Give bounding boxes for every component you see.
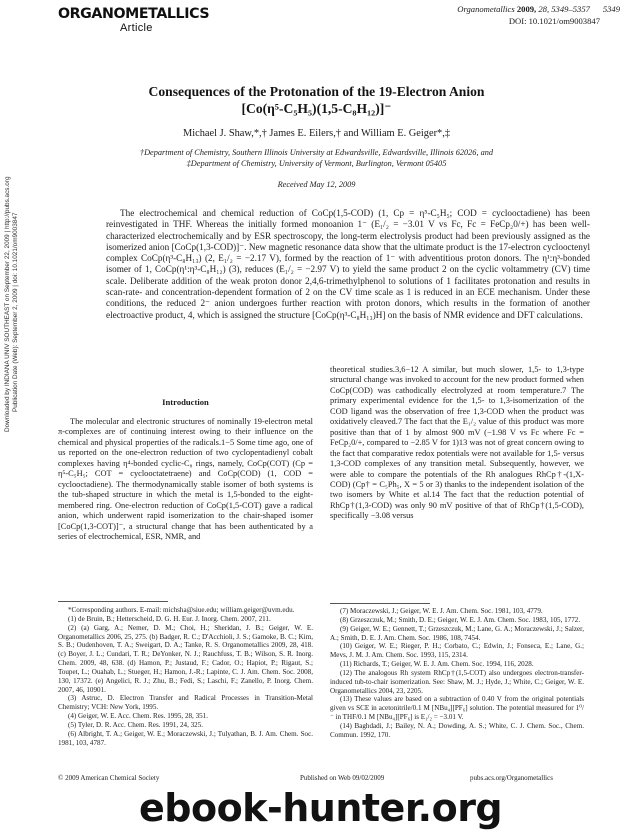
- section-heading: Introduction: [162, 397, 209, 407]
- footnote: (12) The analogous Rh system RhCp†(1,5-COT) also undergoes electron-transfer-induced tub-to-chair isomerization. See: Shaw, M. J.; Hyde, J.; White, C.; Geiger, W. E. Organometallics 2004, 23, 2205.: [330, 668, 584, 695]
- footnote: (10) Geiger, W. E.; Rieger, P. H.; Corbato, C.; Edwin, J.; Fonseca, E.; Lane, G.; Mevs, J. M. J. Am. Chem. Soc. 1993, 115, 2314.: [330, 642, 584, 660]
- abstract: The electrochemical and chemical reduction of CoCp(1,5-COD) (1, Cp = η⁵-C₅H₅; COD = cyclooctadiene) has been reinvestigated in THF. Whereas the initially formed monoanion 1⁻ (E₁/₂ = −3.01 V vs Fc, Fc = FeCp₂0/+) has been well-characterized electrochemically and by ESR spectroscopy, the long-term electrolysis product had been previously assigned as the isomerized anion [CoCp(1,3-COD)]⁻. New magnetic resonance data show that the ultimate product is the 17-electron cyclooctenyl complex CoCp(η³-C₈H₁₃) (2, E₁/₂ = −2.17 V), formed by the reaction of 1⁻ with adventitious proton donors. The η¹:η³-bonded isomer of 1, CoCp(η¹:η³-C₈H₁₂) (3), reduces (E₁/₂ = −2.97 V) to yield the same product 2 on the cyclic voltammetry (CV) time scale. Deliberate addition of the weak proton donor 2,4,6-trimethylphenol to solutions of 1 facilitates protonation and results in scan-rate- and concentration-dependent formation of 2 on the CV time scale as 1 is reduced in an ECE mechanism. Under these conditions, the reduced 2⁻ anion undergoes further reaction with proton donors, which results in the formation of another electroactive product, 4, which is assigned the structure [CoCp(η³-C₈H₁₃)H] on the basis of NMR evidence and DFT calculations.: [106, 208, 590, 320]
- article-title: [70, 83, 563, 117]
- footnote: (5) Tyler, D. R. Acc. Chem. Res. 1991, 24, 325.: [68, 720, 204, 729]
- journal-logo: [58, 6, 210, 34]
- footnote: (1) de Bruin, B.; Hetterscheid, D. G. H. Eur. J. Inorg. Chem. 2007, 211.: [68, 614, 271, 623]
- footnote: (3) Astruc, D. Electron Transfer and Radical Processes in Transition-Metal Chemistry; VCH: New York, 1995.: [58, 694, 313, 712]
- journal-year: 2009,: [516, 4, 537, 14]
- footnote: (14) Baghdadi, J.; Bailey, N. A.; Dowding, A. S.; White, C. J. Chem. Soc., Chem. Commun. 1992, 170.: [330, 721, 584, 739]
- footnote: (13) These values are based on a subtraction of 0.40 V from the original potentials given vs SCE in acetonitrile/0.1 M [NBu₄][PF₆] solution. The potential measured for 1⁰/⁻ in THF/0.1 M [NBu₄][PF₆] is E₁/₂ = −3.01 V.: [330, 695, 584, 722]
- footnote: (11) Richards, T.; Geiger, W. E. J. Am. Chem. Soc. 1994, 116, 2028.: [340, 660, 534, 669]
- title-line-2: [Co(η⁵-C₅H₅)(1,5-C₈H₁₂)]⁻: [241, 101, 392, 116]
- logo-text: ORGANOMETALLICS: [58, 6, 210, 22]
- footnote: (8) Grzeszczuk, M.; Smith, D. E.; Geiger, W. E. J. Am. Chem. Soc. 1983, 105, 1772.: [340, 615, 581, 624]
- footnote: *Corresponding authors. E-mail: michsha@siue.edu; william.geiger@uvm.edu.: [68, 606, 295, 614]
- footnote-rule-left: [58, 601, 168, 602]
- title-line-1: Consequences of the Protonation of the 19-Electron Anion: [148, 84, 485, 99]
- intro-left-column: The molecular and electronic structures of nominally 19-electron metal π-complexes are of continuing interest owing to their influence on the chemical and physical properties of the radicals.1−5 Some time ago, one of us reported on the one-electron reduction of two cyclopentadienyl cobalt complexes having η⁴-bonded cyclic-C₈ rings, namely, CoCp(COT) (Cp = η⁵-C₅H₅; COT = cyclooctatetraene) and CoCp(COD) (1, COD = cyclooctadiene). The thermodynamically stable isomer of both systems is the tub-shaped structure in which the metal is 1,5-bonded to the eight-membered ring. One-electron reduction of CoCp(1,5-COT) gave a radical anion, which underwent rapid isomerization to the chair-shaped isomer [CoCp(1,3-COT)]⁻, a structural change that has been authenticated by a series of electrochemical, ESR, NMR, and: [58, 417, 313, 541]
- affiliation-2: ‡Department of Chemistry, University of Vermont, Burlington, Vermont 05405: [186, 158, 447, 168]
- footnote: (6) Albright, T. A.; Geiger, W. E.; Moraczewski, J.; Tulyathan, B. J. Am. Chem. Soc. 1981, 103, 4787.: [58, 729, 313, 747]
- footnotes-left: [58, 606, 313, 748]
- affiliation-1: †Department of Chemistry, Southern Illinois University at Edwardsville, Edwardsville, Illinois 62026, and: [139, 148, 494, 157]
- footnote: (9) Geiger, W. E.; Gennett, T.; Grzeszczuk, M.; Lane, G. A.; Moraczewski, J.; Salzer, A.; Smith, D. E. J. Am. Chem. Soc. 1986, 108, 7454.: [330, 624, 584, 642]
- received-date: Received May 12, 2009: [277, 180, 356, 189]
- journal-name: Organometallics: [457, 4, 515, 14]
- publication-date-notice: Publication Date (Web): September 2, 2009 | doi: 10.1021/om9003847: [12, 212, 19, 412]
- intro-right-column: theoretical studies.3,6−12 A similar, but much slower, 1,5- to 1,3-type structural change was invoked to account for the new product formed when CoCp(COD) was cathodically electrolyzed at room temperature.7 The primary experimental evidence for the 1,5- to 1,3-isomerization of the COD ligand was the observation of free 1,3-COD when the product was oxidatively cleaved.7 The fact that the E₁/₂ value of this product was more positive than that of 1 by almost 900 mV (−1.98 V vs Fc where Fc = FeCp₂0/+, compared to −2.85 V for 1)13 was not of great concern owing to the fact that comparative redox potentials were not available for 1,5- versus 1,3-COD complexes of any transition metal. Subsequently, however, we were able to compare the potentials of the Rh analogues RhCp†-(1,X-COD) (Cp† = C₅Ph₅, X = 5 or 3) thanks to the independent isolation of the two isomers by White et al.14 The fact that the reduction potential of RhCp†(1,3-COD) was only 90 mV positive of that of RhCp†(1,5-COD), specifically −3.08 versus: [330, 365, 584, 521]
- affiliations: [70, 148, 563, 169]
- volume-pages: 28, 5349–5357: [536, 4, 590, 14]
- footnotes-right: [330, 607, 584, 740]
- site-watermark: ebook-hunter.org: [139, 786, 503, 830]
- page-number: 5349: [602, 4, 620, 14]
- footnote: (2) (a) Garg, A.; Nemer, D. M.; Choi, H.; Sheridan, J. B.; Geiger, W. E. Organometallics 2006, 25, 275. (b) Badger, R. C.; D'Acchioli, J. S.; Gamoke, B. C.; Kim, S. B.; Oudenhoven, T. A.; Sweigart, D. A.; Tanke, R. S. Organometallics 2009, 28, 418. (c) Boyer, J. L.; Cundari, T. R.; DeYonker, N. J.; Rauchfuss, T. B.; Wilson, S. R. Inorg. Chem. 2009, 48, 638. (d) Hamon, P.; Justaud, F.; Cador, O.; Hapiot, P.; Rigaut, S.; Toupet, L.; Ouahab, L.; Stueger, H.; Hamon, J.-R.; Lapinte, C. J. Am. Chem. Soc. 2008, 130, 17372. (e) Angelici, R. J.; Zhu, B.; Fedi, S.; Laschi, F.; Zanello, P. Inorg. Chem. 2007, 46, 10901.: [58, 623, 313, 694]
- footnote-rule-right: [330, 603, 430, 604]
- copyright: © 2009 American Chemical Society: [58, 774, 160, 782]
- authors: Michael J. Shaw,*,† James E. Eilers,† and William E. Geiger*,‡: [182, 128, 451, 139]
- logo-subtitle: Article: [120, 22, 153, 34]
- download-notice: Downloaded by INDIANA UNIV SOUTHEAST on September 22, 2009 | http://pubs.acs.org: [4, 176, 11, 432]
- footnote: (7) Moraczewski, J.; Geiger, W. E. J. Am. Chem. Soc. 1981, 103, 4779.: [340, 607, 543, 615]
- doi[interactable]: DOI: 10.1021/om9003847: [508, 16, 600, 26]
- journal-url[interactable]: pubs.acs.org/Organometallics: [470, 774, 553, 782]
- published-date: Published on Web 09/02/2009: [300, 774, 385, 782]
- citation-line: [380, 4, 620, 14]
- footnote: (4) Geiger, W. E. Acc. Chem. Res. 1995, 28, 351.: [68, 712, 208, 721]
